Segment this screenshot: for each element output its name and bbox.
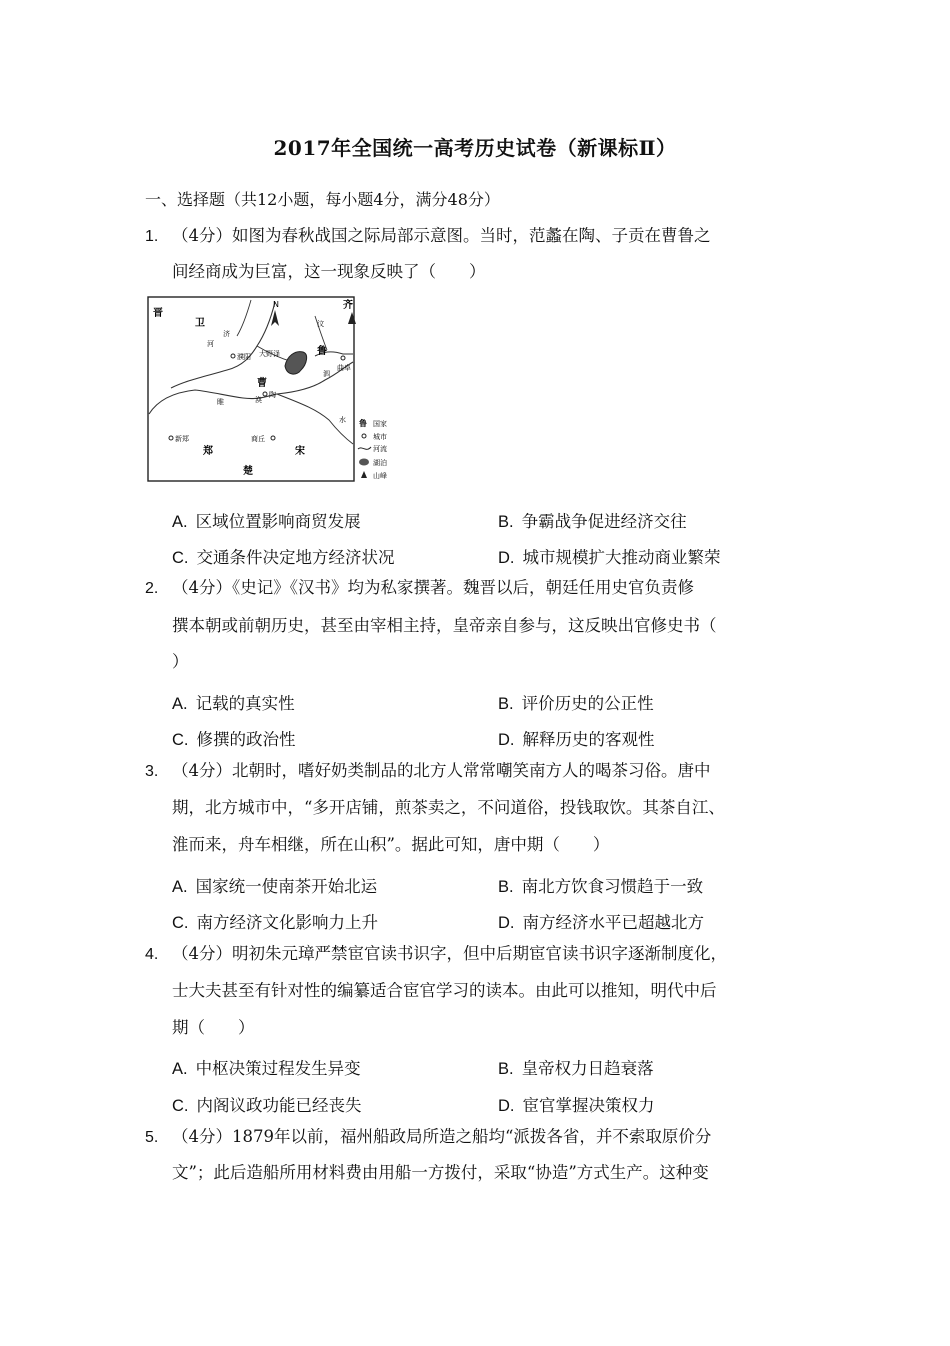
question-text: （4分）明初朱元璋严禁宦官读书识字，但中后期宦官读书识字逐渐制度化， — [172, 944, 727, 963]
state-label: 宋 — [295, 446, 305, 457]
city-label: 陶 — [269, 391, 276, 399]
north-arrow-label: N — [273, 300, 279, 309]
question-text: （4分）北朝时，嗜好奶类制品的北方人常常嘲笑南方人的喝茶习俗。唐中 — [172, 761, 711, 780]
question-number: 2. — [145, 580, 159, 597]
question-text: 撰本朝或前朝历史，甚至由宰相主持，皇帝亲自参与，这反映出官修史书（ — [172, 616, 717, 635]
option-b[interactable]: B. 南北方饮食习惯趋于一致 — [498, 877, 704, 896]
state-label: 晋 — [153, 308, 163, 319]
option-b[interactable]: B. 争霸战争促进经济交往 — [498, 512, 687, 531]
question-number: 4. — [145, 946, 159, 963]
river-label: 济 — [223, 330, 230, 338]
question-text: 士大夫甚至有针对性的编纂适合宦官学习的读本。由此可以推知，明代中后 — [172, 981, 717, 1000]
question-number: 5. — [145, 1129, 159, 1146]
option-c[interactable]: C. 内阁议政功能已经丧失 — [172, 1096, 362, 1115]
question-text: （4分）1879年以前，福州船政局所造之船均“派拨各省，并不索取原价分 — [172, 1127, 712, 1146]
state-label: 曹 — [257, 378, 267, 389]
lake-daye — [285, 352, 307, 374]
question-text: ） — [172, 652, 189, 671]
question-number: 1. — [145, 228, 159, 245]
river-label: 睢 — [217, 398, 224, 406]
spring-autumn-map — [147, 296, 409, 484]
city-label: 商丘 — [251, 435, 265, 443]
option-a[interactable]: A. 区域位置影响商贸发展 — [172, 512, 361, 531]
mountain-icon — [348, 312, 356, 324]
legend-label: 城市 — [373, 433, 387, 441]
option-a[interactable]: A. 中枢决策过程发生异变 — [172, 1059, 361, 1078]
option-d[interactable]: D. 城市规模扩大推动商业繁荣 — [498, 548, 721, 567]
question-text: 期（ ） — [172, 1018, 255, 1037]
option-d[interactable]: D. 宦官掌握决策权力 — [498, 1096, 655, 1115]
option-a[interactable]: A. 国家统一使南茶开始北运 — [172, 877, 378, 896]
option-d[interactable]: D. 解释历史的客观性 — [498, 730, 655, 749]
option-c[interactable]: C. 修撰的政治性 — [172, 730, 296, 749]
river-label: 水 — [339, 416, 346, 424]
state-label: 齐 — [343, 300, 353, 311]
question-text: 期，北方城市中，“多开店铺，煎茶卖之，不问道俗，投钱取饮。其茶自江、 — [172, 798, 725, 817]
option-b[interactable]: B. 评价历史的公正性 — [498, 694, 654, 713]
question-text: 间经商成为巨富，这一现象反映了（ ） — [172, 262, 486, 281]
city-label: 曲阜 — [337, 364, 351, 372]
option-d[interactable]: D. 南方经济水平已超越北方 — [498, 913, 704, 932]
state-label: 楚 — [243, 466, 253, 477]
river-label: 汶 — [317, 320, 324, 328]
option-c[interactable]: C. 南方经济文化影响力上升 — [172, 913, 378, 932]
question-text: （4分）如图为春秋战国之际局部示意图。当时，范蠡在陶、子贡在曹鲁之 — [172, 226, 711, 245]
legend-sample-label: 鲁 — [359, 418, 367, 428]
city-label: 濮阳 — [237, 353, 251, 361]
river-label: 泗 — [323, 370, 330, 378]
city-label: 新郑 — [175, 435, 189, 443]
question-text: 文”；此后造船所用材料费由用船一方拨付，采取“协造”方式生产。这种变 — [172, 1163, 709, 1182]
river-label: 涣 — [255, 396, 262, 404]
legend-label: 湖泊 — [373, 459, 387, 467]
question-text: 淮而来，舟车相继，所在山积”。据此可知，唐中期（ ） — [172, 835, 610, 854]
lake-label: 大野泽 — [259, 350, 280, 358]
section-heading: 一、选择题（共12小题，每小题4分，满分48分） — [145, 190, 500, 209]
legend-label: 山峰 — [373, 472, 387, 480]
option-b[interactable]: B. 皇帝权力日趋衰落 — [498, 1059, 654, 1078]
map-figure — [147, 296, 409, 484]
option-c[interactable]: C. 交通条件决定地方经济状况 — [172, 548, 395, 567]
legend-label: 河流 — [373, 445, 387, 453]
question-text: （4分）《史记》《汉书》均为私家撰著。魏晋以后，朝廷任用史官负责修 — [172, 578, 694, 597]
option-a[interactable]: A. 记载的真实性 — [172, 694, 295, 713]
state-label: 卫 — [195, 318, 205, 329]
question-number: 3. — [145, 763, 159, 780]
river-label: 河 — [207, 340, 214, 348]
state-label: 郑 — [203, 446, 213, 457]
legend-label: 国家 — [373, 420, 387, 428]
page-title: 2017年全国统一高考历史试卷（新课标Ⅱ） — [273, 136, 677, 160]
state-label: 鲁 — [317, 346, 327, 357]
